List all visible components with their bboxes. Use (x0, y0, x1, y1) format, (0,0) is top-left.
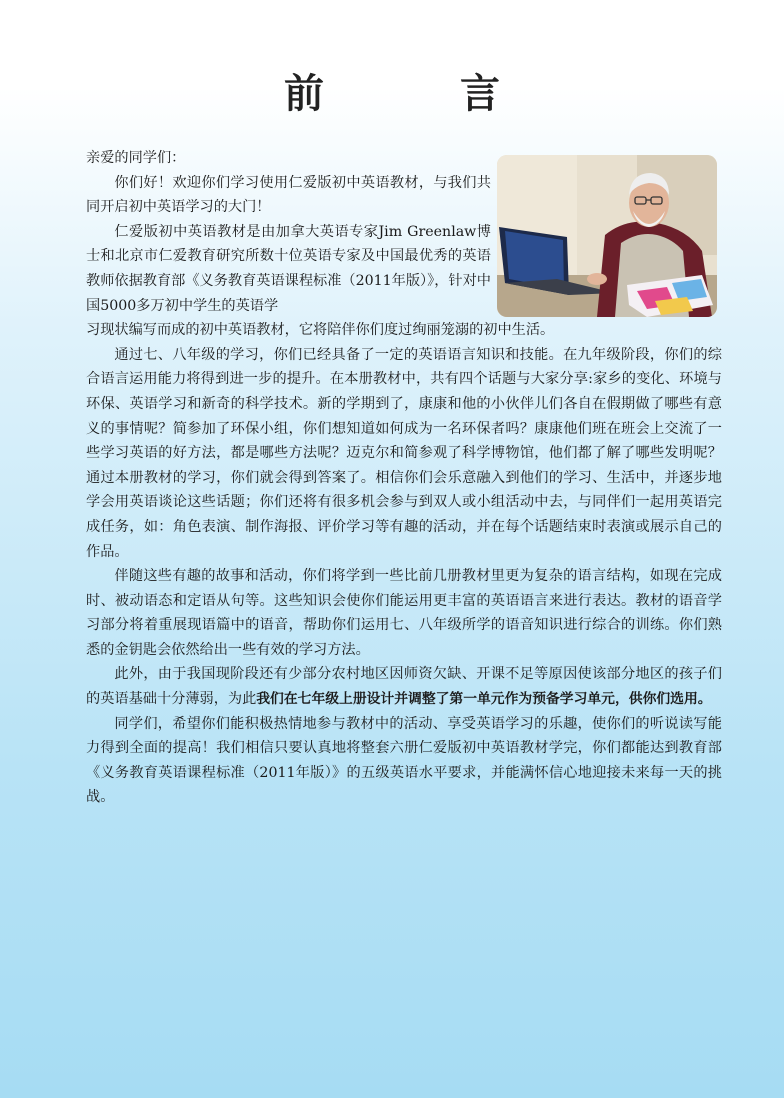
preparatory-unit-text: 此外，由于我国现阶段还有少部分农村地区因师资欠缺、开课不足等原因使该部分地区的孩子们的英语基础十分薄弱，为此 (86, 666, 722, 708)
paragraph-preparatory-unit (86, 662, 722, 711)
paragraph-introduction-part1: 仁爱版初中英语教材是由加拿大英语专家Jim Greenlaw博士和北京市仁爱教育研究所数十位英语专家及中国最优秀的英语教师依据教育部《义务教育英语课程标准（2011年版）》，针对中国5000多万初中学生的英语学 (86, 223, 491, 314)
preface-body (86, 146, 722, 810)
paragraph-closing: 同学们，希望你们能积极热情地参与教材中的活动、享受英语学习的乐趣，使你们的听说读写能力得到全面的提高！我们相信只要认真地将整套六册仁爱版初中英语教材学完，你们都能达到教育部《义务教育英语课程标准（2011年版）》的五级英语水平要求，并能满怀信心地迎接未来每一天的挑战。 (86, 715, 722, 806)
paragraph-grammar: 伴随这些有趣的故事和活动，你们将学到一些比前几册教材里更为复杂的语言结构，如现在完成时、被动语态和定语从句等。这些知识会使你们能运用更丰富的英语语言来进行表达。教材的语音学习部分将着重展现语篇中的语音，帮助你们运用七、八年级所学的语音知识进行综合的训练。你们熟悉的金钥匙会依然给出一些有效的学习方法。 (86, 568, 722, 658)
page-title: 前 言 (284, 71, 548, 117)
preparatory-unit-emphasis: 我们在七年级上册设计并调整了第一单元作为预备学习单元，供你们选用。 (256, 691, 712, 708)
salutation: 亲爱的同学们： (86, 150, 186, 166)
paragraph-welcome: 你们好！欢迎你们学习使用仁爱版初中英语教材，与我们共同开启初中英语学习的大门！ (86, 174, 491, 216)
paragraph-introduction-part2: 习现状编写而成的初中英语教材，它将陪伴你们度过绚丽笼溺的初中生活。 (86, 322, 555, 339)
paragraph-topics: 通过七、八年级的学习，你们已经具备了一定的英语语言知识和技能。在九年级阶段，你们的综合语言运用能力将得到进一步的提升。在本册教材中，共有四个话题与大家分享:家乡的变化、环境与环保、英语学习和新奇的科学技术。新的学期到了，康康和他的小伙伴儿们各自在假期做了哪些有意义的事情呢？简参加了环保小组，你们想知道如何成为一名环保者吗？康康他们班在班会上交流了一些学习英语的好方法，都是哪些方法呢？迈克尔和简参观了科学博物馆，他们都了解了哪些发明呢？通过本册教材的学习，你们就会得到答案了。相信你们会乐意融入到他们的学习、生活中，并逐步地学会用英语谈论这些话题；你们还将有很多机会参与到双人或小组活动中去，与同伴们一起用英语完成任务，如：角色表演、制作海报、评价学习等有趣的活动，并在每个话题结束时表演或展示自己的作品。 (86, 346, 722, 560)
